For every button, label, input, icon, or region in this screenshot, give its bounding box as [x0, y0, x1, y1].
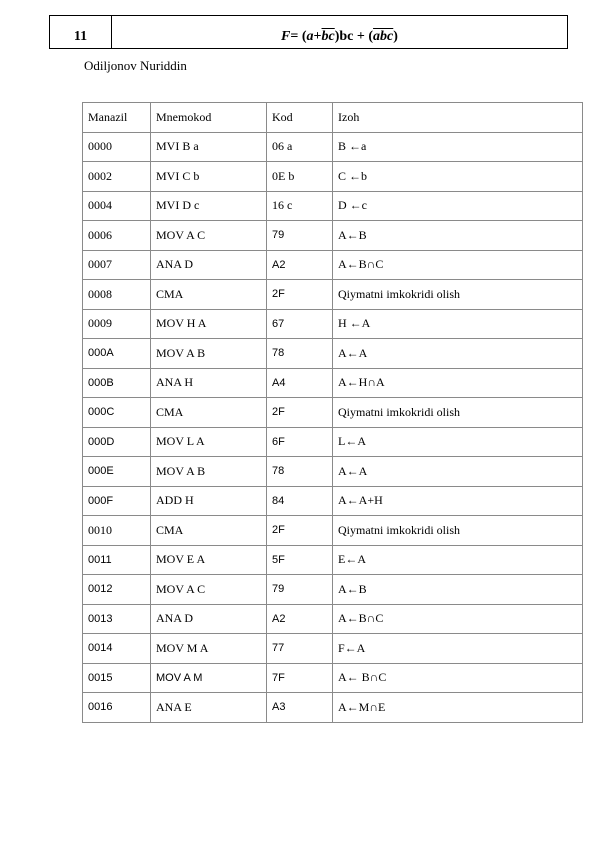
mnemonic-cell: MOV L A	[151, 427, 267, 457]
address-cell: 0010	[83, 516, 151, 546]
opcode-cell: 78	[267, 339, 333, 369]
opcode-cell: 79	[267, 575, 333, 605]
table-row	[83, 162, 583, 192]
table-row	[83, 575, 583, 605]
description-cell: A←M∩E	[333, 693, 583, 723]
task-header-box	[49, 15, 568, 49]
author-name: Odiljonov Nuriddin	[84, 58, 187, 73]
description-cell: F←A	[333, 634, 583, 664]
description-cell: Qiymatni imkokridi olish	[333, 280, 583, 310]
table-row	[83, 663, 583, 693]
description-cell: Qiymatni imkokridi olish	[333, 516, 583, 546]
mnemonic-cell: MOV A B	[151, 339, 267, 369]
table-row	[83, 457, 583, 487]
description-cell: A←B	[333, 575, 583, 605]
mnemonic-cell: ANA E	[151, 693, 267, 723]
opcode-cell: 5F	[267, 545, 333, 575]
description-cell: D ←c	[333, 191, 583, 221]
mnemonic-cell: MOV A M	[151, 663, 267, 693]
address-cell: 0008	[83, 280, 151, 310]
formula-f: F	[281, 29, 291, 44]
table-row	[83, 368, 583, 398]
address-cell: 0016	[83, 693, 151, 723]
table-row	[83, 250, 583, 280]
formula-abc-negated: $\overline{abc}$	[373, 29, 394, 44]
task-number: 11	[50, 16, 112, 48]
description-cell: A← B∩C	[333, 663, 583, 693]
opcode-cell: 2F	[267, 516, 333, 546]
description-cell: A←A	[333, 457, 583, 487]
opcode-cell: 06 a	[267, 132, 333, 162]
formula-eq: = (	[290, 29, 307, 44]
address-cell: 000B	[83, 368, 151, 398]
table-row	[83, 693, 583, 723]
table-row	[83, 191, 583, 221]
opcode-cell: 79	[267, 221, 333, 251]
opcode-cell: A2	[267, 604, 333, 634]
table-row	[83, 339, 583, 369]
header-cell: Manazil	[83, 103, 151, 133]
address-cell: 0002	[83, 162, 151, 192]
mnemonic-cell: ANA H	[151, 368, 267, 398]
header-cell: Mnemokod	[151, 103, 267, 133]
description-cell: A←A	[333, 339, 583, 369]
address-cell: 0012	[83, 575, 151, 605]
description-cell: E←A	[333, 545, 583, 575]
opcode-cell: 7F	[267, 663, 333, 693]
opcode-cell: 2F	[267, 398, 333, 428]
address-cell: 000A	[83, 339, 151, 369]
header-cell: Kod	[267, 103, 333, 133]
address-cell: 0013	[83, 604, 151, 634]
table-row	[83, 309, 583, 339]
table-row	[83, 545, 583, 575]
description-cell: A←B∩C	[333, 604, 583, 634]
table-row	[83, 221, 583, 251]
mnemonic-cell: CMA	[151, 398, 267, 428]
opcode-cell: 67	[267, 309, 333, 339]
opcode-cell: 16 c	[267, 191, 333, 221]
opcode-cell: 78	[267, 457, 333, 487]
address-cell: 0014	[83, 634, 151, 664]
description-cell: B ←a	[333, 132, 583, 162]
mnemonic-cell: MOV A C	[151, 221, 267, 251]
mnemonic-cell: MVI D c	[151, 191, 267, 221]
instruction-table	[82, 102, 583, 723]
mnemonic-cell: ANA D	[151, 250, 267, 280]
description-cell: A←B	[333, 221, 583, 251]
address-cell: 0000	[83, 132, 151, 162]
address-cell: 000D	[83, 427, 151, 457]
formula-bc-negated: $\overline{bc}$	[321, 29, 335, 44]
description-cell: C ←b	[333, 162, 583, 192]
task-formula	[112, 16, 567, 48]
header-cell: Izoh	[333, 103, 583, 133]
table-row	[83, 516, 583, 546]
address-cell: 0006	[83, 221, 151, 251]
description-cell: Qiymatni imkokridi olish	[333, 398, 583, 428]
table-header-row	[83, 103, 583, 133]
address-cell: 0007	[83, 250, 151, 280]
description-cell: A←H∩A	[333, 368, 583, 398]
mnemonic-cell: MOV H A	[151, 309, 267, 339]
mnemonic-cell: MOV E A	[151, 545, 267, 575]
table-row	[83, 132, 583, 162]
opcode-cell: 0E b	[267, 162, 333, 192]
table-row	[83, 398, 583, 428]
address-cell: 0004	[83, 191, 151, 221]
address-cell: 0011	[83, 545, 151, 575]
mnemonic-cell: CMA	[151, 280, 267, 310]
opcode-cell: 2F	[267, 280, 333, 310]
mnemonic-cell: MOV M A	[151, 634, 267, 664]
opcode-cell: 77	[267, 634, 333, 664]
opcode-cell: A4	[267, 368, 333, 398]
mnemonic-cell: ANA D	[151, 604, 267, 634]
table-row	[83, 280, 583, 310]
address-cell: 000F	[83, 486, 151, 516]
mnemonic-cell: CMA	[151, 516, 267, 546]
description-cell: H ←A	[333, 309, 583, 339]
opcode-cell: A2	[267, 250, 333, 280]
formula-a: a	[306, 29, 314, 44]
table-row	[83, 604, 583, 634]
table-row	[83, 486, 583, 516]
mnemonic-cell: MOV A C	[151, 575, 267, 605]
formula-end: )	[393, 29, 398, 44]
opcode-cell: 84	[267, 486, 333, 516]
opcode-cell: 6F	[267, 427, 333, 457]
mnemonic-cell: MVI B a	[151, 132, 267, 162]
table-row	[83, 427, 583, 457]
table-row	[83, 634, 583, 664]
formula-mid: )bc + (	[334, 29, 374, 44]
address-cell: 0015	[83, 663, 151, 693]
description-cell: A←B∩C	[333, 250, 583, 280]
mnemonic-cell: ADD H	[151, 486, 267, 516]
formula-plus: +	[313, 29, 322, 44]
mnemonic-cell: MVI C b	[151, 162, 267, 192]
address-cell: 0009	[83, 309, 151, 339]
address-cell: 000C	[83, 398, 151, 428]
description-cell: L←A	[333, 427, 583, 457]
address-cell: 000E	[83, 457, 151, 487]
description-cell: A←A+H	[333, 486, 583, 516]
opcode-cell: A3	[267, 693, 333, 723]
mnemonic-cell: MOV A B	[151, 457, 267, 487]
